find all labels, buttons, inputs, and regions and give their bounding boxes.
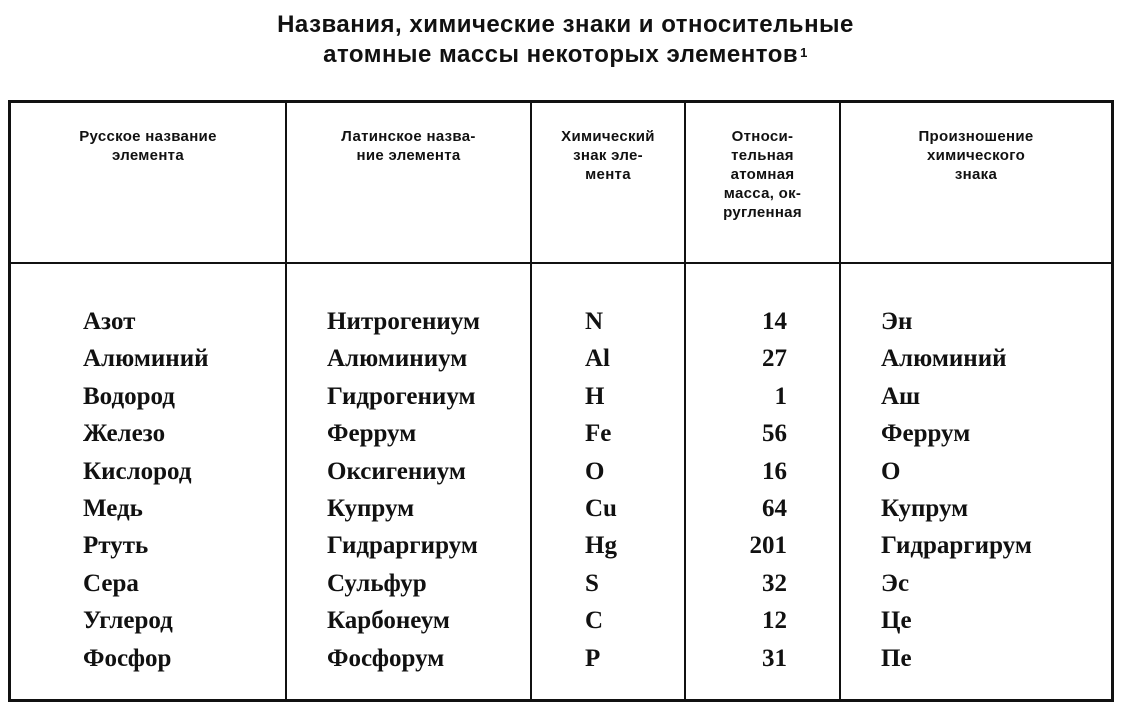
footnote-mark: 1	[800, 45, 808, 60]
cell-russian-name: Сера	[83, 569, 139, 597]
cell-pronunciation: Эс	[881, 569, 910, 597]
cell-russian-name: Алюминий	[83, 345, 209, 373]
cell-symbol: N	[585, 308, 604, 335]
cell-latin-name: Карбонеум	[327, 607, 450, 635]
header-russian-name: Русское название элемента	[79, 128, 217, 164]
cell-russian-name: Медь	[83, 494, 143, 522]
cell-pronunciation: Аш	[881, 382, 921, 410]
cell-mass: 14	[762, 308, 787, 335]
header-chemical-symbol: Химический знак эле- мента	[561, 128, 655, 183]
title-line-1: Названия, химические знаки и относительные	[277, 11, 854, 38]
cell-latin-name: Гидрогениум	[327, 382, 476, 410]
title-line-2-text: атомные массы некоторых элементов	[323, 41, 799, 68]
cell-symbol: S	[585, 569, 599, 597]
cell-mass: 56	[762, 420, 787, 448]
cell-pronunciation: Пе	[881, 644, 912, 672]
table-row	[11, 565, 1111, 602]
cell-symbol: Hg	[585, 532, 617, 560]
cell-mass: 201	[749, 532, 787, 560]
cell-pronunciation: Це	[881, 607, 912, 635]
table-row	[11, 415, 1111, 452]
cell-symbol: P	[585, 644, 601, 672]
cell-pronunciation: Эн	[881, 308, 913, 335]
table-row	[11, 453, 1111, 490]
table-row	[11, 303, 1111, 340]
cell-russian-name: Кислород	[83, 457, 192, 485]
cell-symbol: O	[585, 457, 605, 485]
table-row	[11, 602, 1111, 639]
page-title	[0, 10, 1131, 70]
table-row	[11, 490, 1111, 527]
cell-mass: 16	[762, 457, 787, 485]
header-divider	[11, 262, 1111, 264]
cell-symbol: Al	[585, 345, 610, 373]
cell-latin-name: Оксигениум	[327, 457, 466, 485]
cell-latin-name: Гидраргирум	[327, 532, 478, 560]
cell-russian-name: Ртуть	[83, 532, 149, 560]
cell-latin-name: Феррум	[327, 420, 417, 448]
table-row	[11, 340, 1111, 377]
cell-latin-name: Фосфорум	[327, 644, 445, 672]
cell-russian-name: Железо	[83, 420, 166, 448]
cell-mass: 32	[762, 569, 787, 597]
cell-pronunciation: О	[881, 457, 901, 485]
header-latin-name: Латинское назва- ние элемента	[341, 128, 476, 164]
cell-latin-name: Сульфур	[327, 569, 427, 597]
cell-russian-name: Водород	[83, 382, 175, 410]
table-row	[11, 378, 1111, 415]
cell-latin-name: Нитрогениум	[327, 308, 480, 335]
header-atomic-mass: Относи- тельная атомная масса, ок- ругленная	[723, 128, 802, 221]
cell-symbol: C	[585, 607, 604, 635]
title-line-2	[0, 40, 1131, 70]
cell-mass: 1	[774, 382, 787, 410]
cell-russian-name: Азот	[83, 308, 136, 335]
cell-pronunciation: Алюминий	[881, 345, 1007, 373]
cell-symbol: Fe	[585, 420, 612, 448]
table-body	[11, 303, 1111, 677]
cell-russian-name: Углерод	[83, 607, 173, 635]
cell-mass: 64	[762, 494, 787, 522]
cell-pronunciation: Гидраргирум	[881, 532, 1032, 560]
elements-table	[8, 100, 1114, 702]
cell-mass: 31	[762, 644, 787, 672]
table-row	[11, 640, 1111, 677]
cell-pronunciation: Феррум	[881, 420, 971, 448]
header-pronunciation: Произношение химического знака	[918, 128, 1034, 183]
cell-russian-name: Фосфор	[83, 644, 172, 672]
table-row	[11, 527, 1111, 564]
cell-symbol: H	[585, 382, 605, 410]
cell-symbol: Cu	[585, 494, 617, 522]
cell-pronunciation: Купрум	[881, 494, 969, 522]
cell-latin-name: Алюминиум	[327, 345, 468, 373]
cell-latin-name: Купрум	[327, 494, 415, 522]
cell-mass: 27	[762, 345, 787, 373]
cell-mass: 12	[762, 607, 787, 635]
